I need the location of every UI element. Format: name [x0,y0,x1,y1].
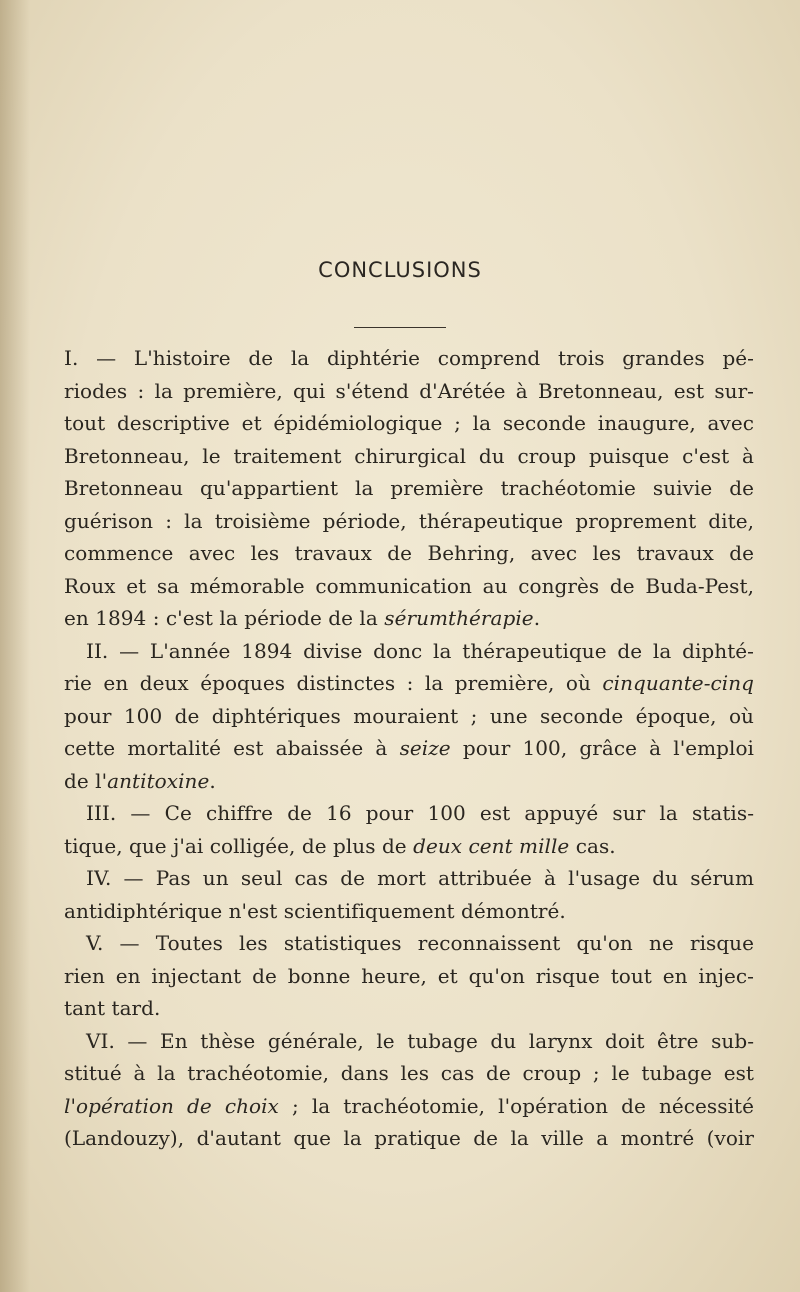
text-line: Bretonneau, le traitement chirurgical du croup puisque c'est à [64,443,754,468]
text-line: riodes : la première, qui s'étend d'Arétée à Bretonneau, est sur- [64,378,754,403]
text-line [64,667,754,700]
page-title: CONCLUSIONS [318,258,482,282]
text-line: II. — L'année 1894 divise donc la thérapeutique de la diphté- [86,638,754,663]
text-line [64,1090,754,1123]
text-line: guérison : la troisième période, thérapeutique proprement dite, [64,508,754,533]
italic-term: cinquante-cinq [602,671,754,695]
title-divider [354,327,446,328]
text-line: I. — L'histoire de la diphtérie comprend trois grandes pé- [64,346,754,370]
text-segment: de l' [64,768,108,793]
text-segment: . [533,606,541,630]
text-segment: pour 100, grâce à l'emploi [450,736,754,760]
text-line [64,830,754,863]
paragraph-3 [64,797,754,862]
text-line: III. — Ce chiffre de 16 pour 100 est appuyé sur la statis- [86,801,754,825]
text-line: V. — Toutes les statistiques reconnaissent qu'on ne risque [86,931,754,955]
text-line [64,765,754,798]
paragraph-4 [64,862,754,927]
text-line [64,602,754,635]
text-line: VI. — En thèse générale, le tubage du larynx doit être sub- [86,1028,754,1053]
text-line [64,732,754,765]
page-gutter-shadow [0,0,30,1292]
text-line: tout descriptive et épidémiologique ; la seconde inaugure, avec [64,411,754,435]
text-segment: en 1894 : c'est la période de la [64,606,385,630]
text-line: antidiphtérique n'est scientifiquement démontré. [64,898,566,923]
text-line: pour 100 de diphtériques mouraient ; une seconde époque, où [64,703,754,728]
text-line: (Landouzy), d'autant que la pratique de la ville a montré (voir [64,1126,754,1150]
paragraph-5 [64,927,754,1025]
paragraph-2 [64,635,754,798]
text-segment: . [209,768,216,793]
text-line: Roux et sa mémorable communication au congrès de Buda-Pest, [64,573,754,598]
italic-term: l'opération de choix [64,1093,279,1118]
conclusions-text [64,342,754,1155]
text-segment: tique, que j'ai colligée, de plus de [64,833,414,858]
italic-term: seize [399,736,451,760]
paragraph-1 [64,342,754,635]
text-segment: ; la trachéotomie, l'opération de nécessité [278,1093,754,1118]
text-segment: cas. [569,833,616,858]
text-line: stitué à la trachéotomie, dans les cas de croup ; le tubage est [64,1061,754,1085]
text-segment: rie en deux époques distinctes : la première, où [64,671,603,695]
italic-term: deux cent mille [413,833,570,858]
text-line: tant tard. [64,996,161,1020]
text-line: Bretonneau qu'appartient la première trachéotomie suivie de [64,476,754,500]
text-line: rien en injectant de bonne heure, et qu'on risque tout en injec- [64,963,754,988]
paragraph-6 [64,1025,754,1155]
italic-term: antitoxine [107,768,210,793]
italic-term: sérumthérapie [384,606,534,630]
text-line: commence avec les travaux de Behring, avec les travaux de [64,541,754,565]
text-segment: cette mortalité est abaissée à [64,736,400,760]
text-line: IV. — Pas un seul cas de mort attribuée à l'usage du sérum [86,866,754,890]
